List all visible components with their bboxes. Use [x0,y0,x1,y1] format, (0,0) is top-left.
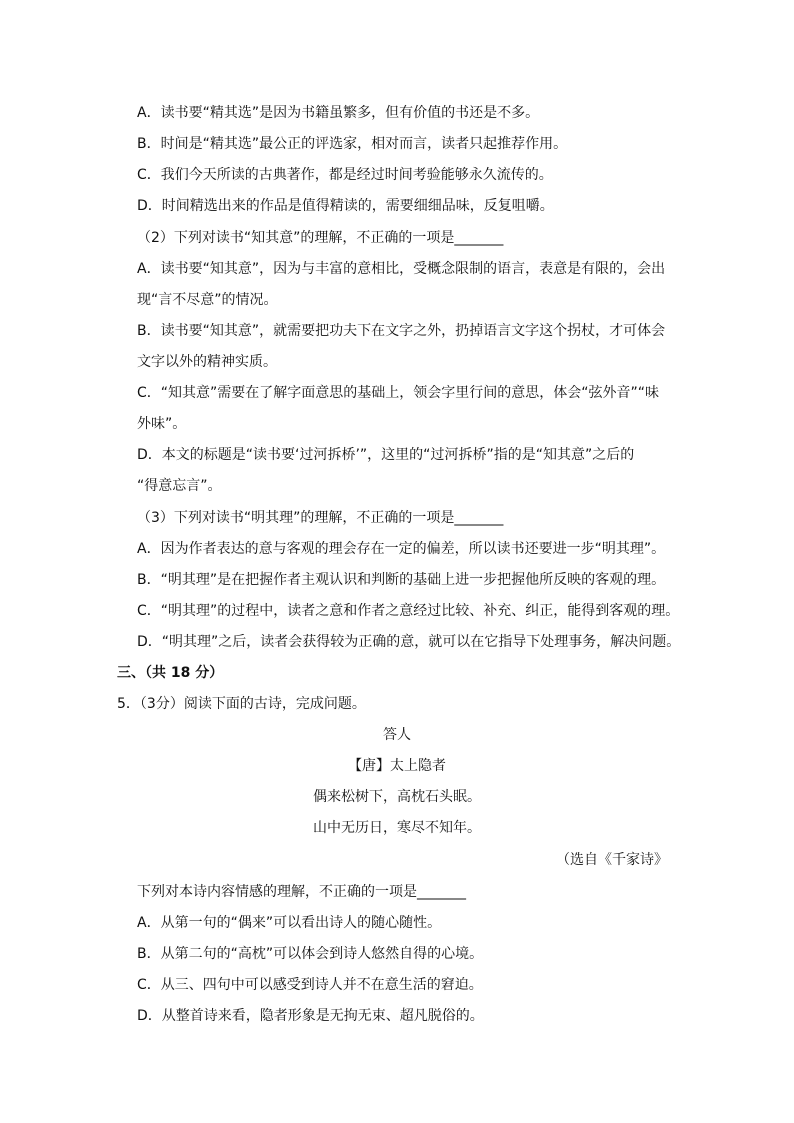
poem-line-2: 山中无历日，寒尽不知年。 [313,820,481,836]
q4-3-option-b: B．“明其理”是在把握作者主观认识和判断的基础上进一步把握他所反映的客观的理。 [137,572,666,588]
q5-stem: 5．（3分）阅读下面的古诗，完成问题。 [117,696,366,712]
poem-title: 答人 [383,727,411,743]
q4-2-option-c-line2: 外味”。 [137,416,187,432]
poem-author: 【唐】太上隐者 [348,758,446,774]
q4-3-option-c: C．“明其理”的过程中，读者之意和作者之意经过比较、补充、纠正，能得到客观的理。 [137,603,680,619]
q4-2-option-d-line2: “得意忘言”。 [137,478,222,494]
q5-question: 下列对本诗内容情感的理解，不正确的一项是_______ [137,884,466,900]
q4-3-option-a: A．因为作者表达的意与客观的理会存在一定的偏差，所以读书还要进一步“明其理”。 [137,541,666,557]
section-heading: 三、（共 18 分） [117,665,224,681]
q4-2-option-a-line1: A．读书要“知其意”，因为与丰富的意相比，受概念限制的语言，表意是有限的，会出 [137,261,666,277]
q4-1-option-a: A．读书要“精其选”是因为书籍虽繁多，但有价值的书还是不多。 [137,105,540,121]
q4-2-option-b-line1: B．读书要“知其意”，就需要把功夫下在文字之外，扔掉语言文字这个拐杖，才可体会 [137,323,666,339]
q4-1-option-d: D．时间精选出来的作品是值得精读的，需要细细品味，反复咀嚼。 [137,198,554,214]
q4-2-option-b-line2: 文字以外的精神实质。 [137,354,277,370]
q4-2-option-a-line2: 现“言不尽意”的情况。 [137,292,278,308]
q4-2-stem: （2）下列对读书“知其意”的理解，不正确的一项是_______ [137,230,504,246]
poem-line-1: 偶来松树下，高枕石头眠。 [313,789,481,805]
q4-3-stem: （3）下列对读书“明其理”的理解，不正确的一项是_______ [137,510,504,526]
q5-option-c: C．从三、四句中可以感受到诗人并不在意生活的窘迫。 [137,977,483,993]
q5-option-d: D．从整首诗来看，隐者形象是无拘无束、超凡脱俗的。 [137,1008,484,1024]
q4-2-option-c-line1: C．“知其意”需要在了解字面意思的基础上，领会字里行间的意思，体会“弦外音”“味 [137,385,660,401]
q4-1-option-c: C．我们今天所读的古典著作，都是经过时间考验能够永久流传的。 [137,167,553,183]
q5-option-a: A．从第一句的“偶来”可以看出诗人的随心随性。 [137,915,442,931]
q4-2-option-d-line1: D．本文的标题是“读书要‘过河拆桥’”，这里的“过河拆桥”指的是“知其意”之后的 [137,447,635,463]
q4-1-option-b: B．时间是“精其选”最公正的评选家，相对而言，读者只起推荐作用。 [137,136,568,152]
q4-3-option-d: D．“明其理”之后，读者会获得较为正确的意，就可以在它指导下处理事务，解决问题。 [137,634,681,650]
poem-source: （选自《千家诗》 [556,852,668,868]
q5-option-b: B．从第二句的“高枕”可以体会到诗人悠然自得的心境。 [137,946,484,962]
